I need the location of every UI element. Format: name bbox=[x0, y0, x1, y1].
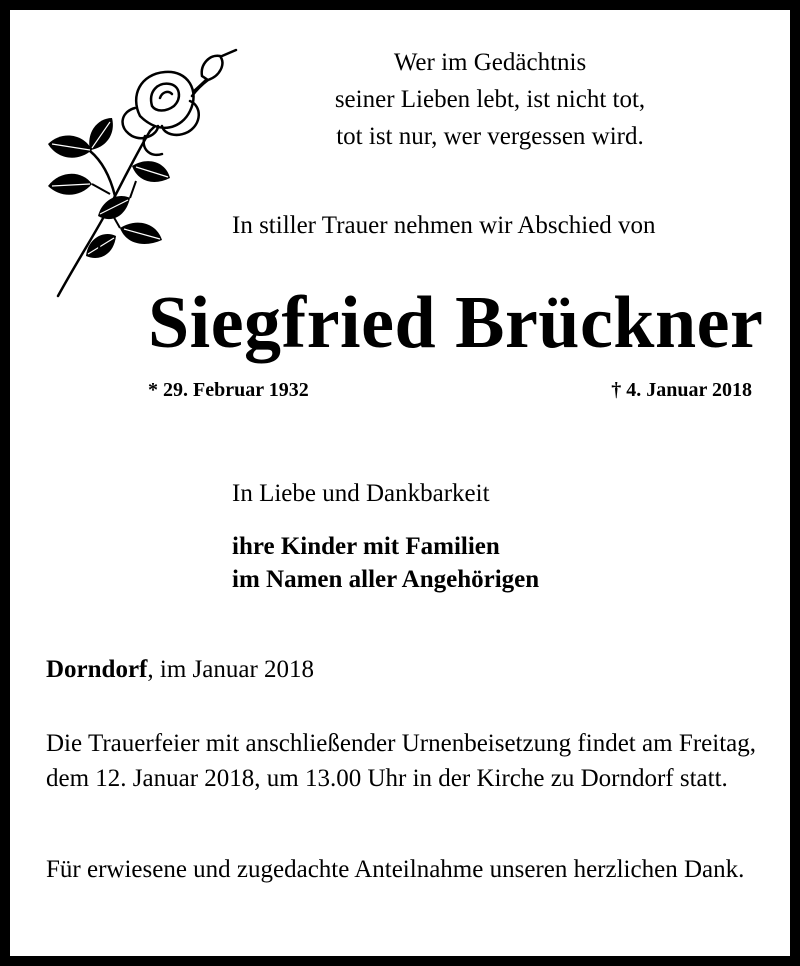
quote-line-3: tot ist nur, wer vergessen wird. bbox=[336, 123, 644, 150]
memorial-quote bbox=[250, 44, 730, 155]
mourners-line-2: im Namen aller Angehörigen bbox=[232, 566, 540, 593]
farewell-intro: In stiller Trauer nehmen wir Abschied von bbox=[232, 212, 656, 239]
place-town: Dorndorf bbox=[46, 656, 148, 683]
deceased-name: Siegfried Brückner bbox=[148, 282, 764, 364]
place-date bbox=[46, 656, 314, 684]
mourners bbox=[232, 530, 539, 596]
ceremony-paragraph: Die Trauerfeier mit anschließender Urnenbeisetzung findet am Freitag, dem 12. Januar 2018, um 13.00 Uhr in der Kirche zu Dorndorf statt. bbox=[46, 730, 756, 792]
mourners-line-1: ihre Kinder mit Familien bbox=[232, 533, 500, 560]
death-date: † 4. Januar 2018 bbox=[611, 379, 752, 401]
quote-line-1: Wer im Gedächtnis bbox=[393, 49, 587, 76]
birth-date: * 29. Februar 1932 bbox=[148, 379, 309, 401]
love-line: In Liebe und Dankbarkeit bbox=[232, 480, 490, 507]
quote-line-2: seiner Lieben lebt, ist nicht tot, bbox=[334, 86, 646, 113]
rose-icon bbox=[40, 46, 245, 302]
place-date-text: , im Januar 2018 bbox=[147, 656, 315, 683]
thanks-paragraph: Für erwiesene und zugedachte Anteilnahme unseren herzlichen Dank. bbox=[46, 856, 745, 883]
